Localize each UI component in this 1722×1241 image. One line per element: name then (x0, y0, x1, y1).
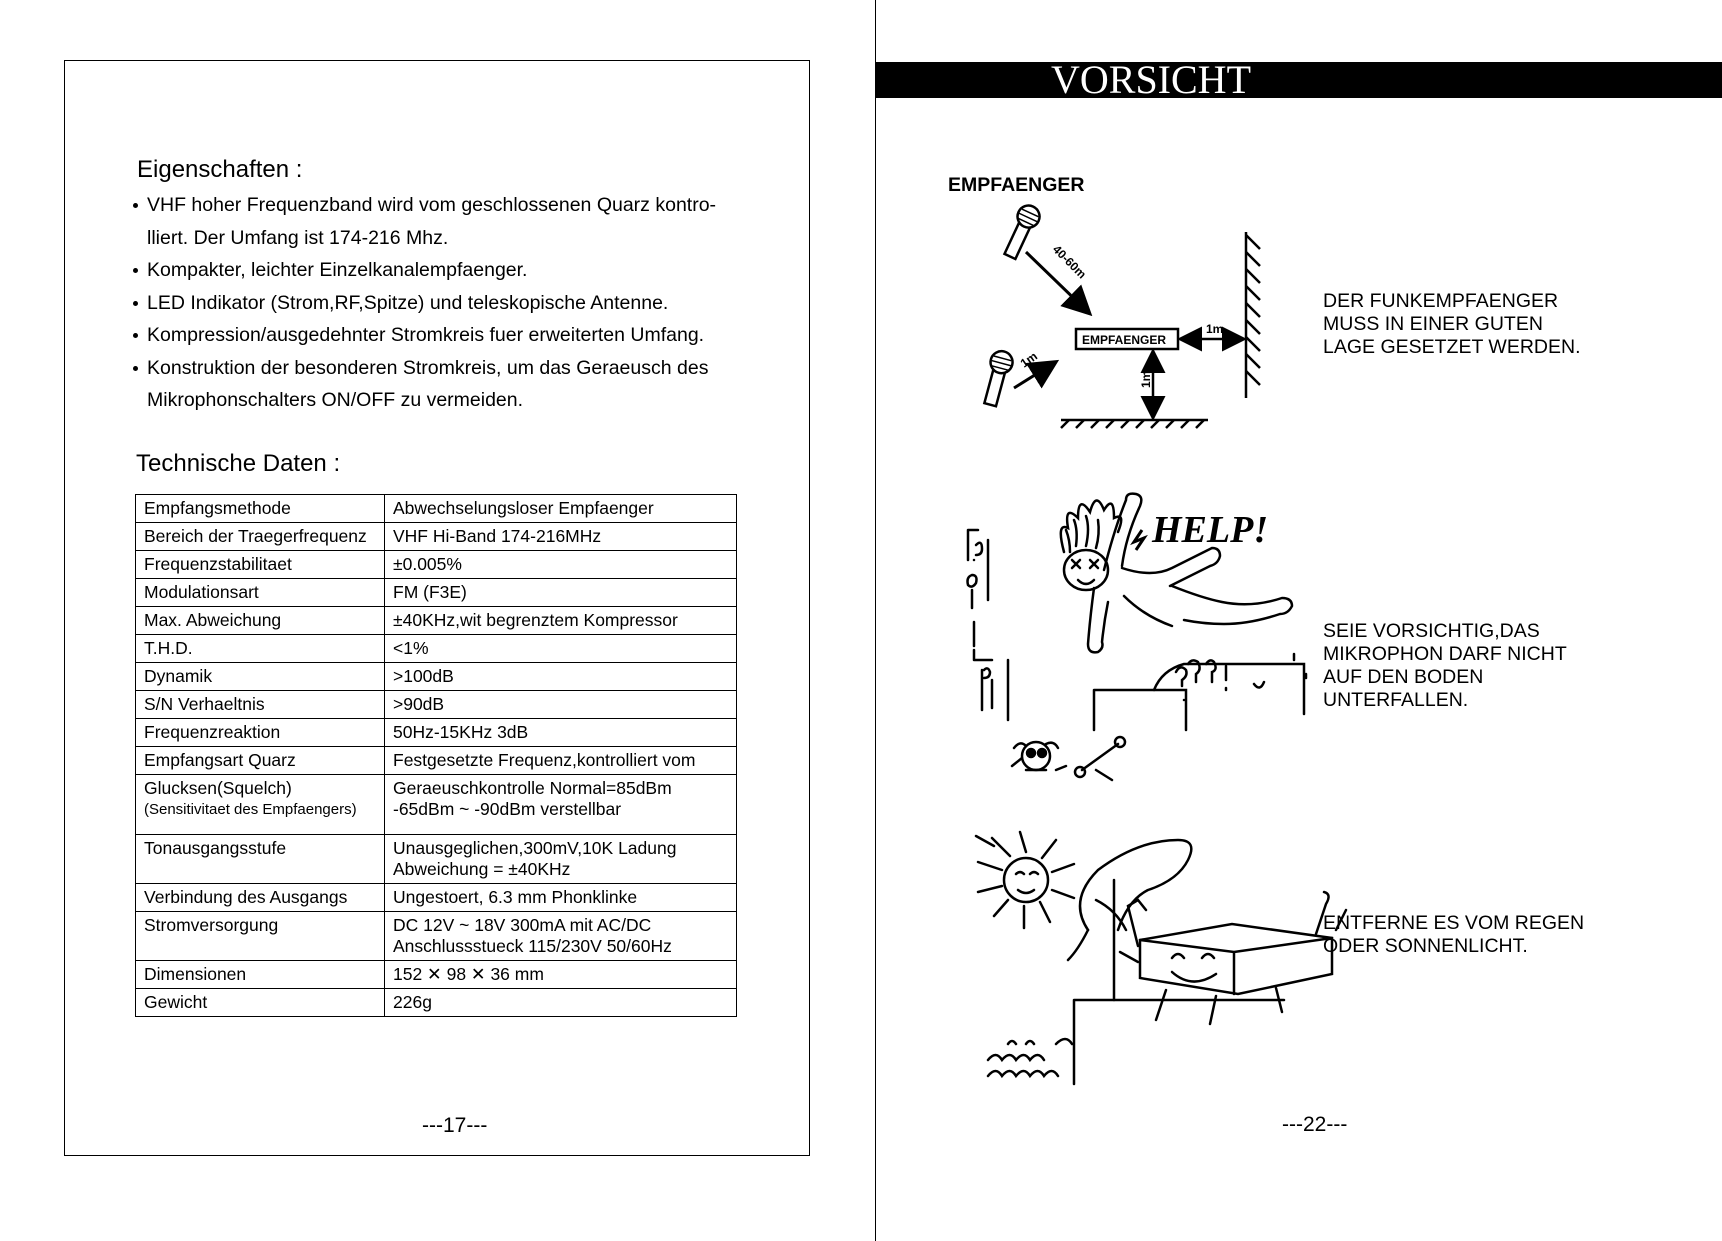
spec-label: Bereich der Traegerfrequenz (136, 523, 385, 551)
feature-item: Kompakter, leichter Einzelkanalempfaenger. (133, 254, 773, 287)
spec-label: Glucksen(Squelch) (Sensitivitaet des Empfaengers) (136, 775, 385, 835)
spec-row (136, 719, 737, 747)
spec-value: ±40KHz,wit begrenztem Kompressor (385, 607, 737, 635)
spec-row (136, 551, 737, 579)
feature-item: VHF hoher Frequenzband wird vom geschlossenen Quarz kontro- (133, 189, 773, 222)
spec-value: Festgesetzte Frequenz,kontrolliert vom (385, 747, 737, 775)
page-number: ---22--- (1282, 1113, 1348, 1136)
spec-row (136, 835, 737, 884)
spec-row (136, 579, 737, 607)
spec-label: Max. Abweichung (136, 607, 385, 635)
floor-distance-label: 1m (1139, 370, 1153, 388)
spec-label: Frequenzstabilitaet (136, 551, 385, 579)
mic-distance-label: 1m (1017, 349, 1040, 371)
specs-heading: Technische Daten : (136, 450, 341, 477)
page-number: ---17--- (422, 1114, 488, 1137)
spec-value: DC 12V ~ 18V 300mA mit AC/DC Anschlussstueck 115/230V 50/60Hz (385, 912, 737, 961)
spec-value: >100dB (385, 663, 737, 691)
features-heading: Eigenschaften : (137, 156, 303, 183)
spec-value: <1% (385, 635, 737, 663)
feature-item-continued: lliert. Der Umfang ist 174-216 Mhz. (147, 226, 449, 249)
spec-label: Empfangsmethode (136, 495, 385, 523)
spec-value: Ungestoert, 6.3 mm Phonklinke (385, 884, 737, 912)
spec-value: Abwechselungsloser Empfaenger (385, 495, 737, 523)
spec-label: Stromversorgung (136, 912, 385, 961)
spec-label: Gewicht (136, 989, 385, 1017)
spec-value: 152 ✕ 98 ✕ 36 mm (385, 961, 737, 989)
receiver-heading: EMPFAENGER (948, 174, 1085, 196)
spec-label: T.H.D. (136, 635, 385, 663)
spec-label: Tonausgangsstufe (136, 835, 385, 884)
banner-title: VORSICHT (1050, 57, 1252, 102)
feature-item: Kompression/ausgedehnter Stromkreis fuer erweiterten Umfang. (133, 319, 773, 352)
spec-label: Dimensionen (136, 961, 385, 989)
spec-row (136, 989, 737, 1017)
spec-row (136, 523, 737, 551)
spec-row (136, 884, 737, 912)
spec-label: Frequenzreaktion (136, 719, 385, 747)
spec-label: Verbindung des Ausgangs (136, 884, 385, 912)
spec-label: Empfangsart Quarz (136, 747, 385, 775)
feature-item-continued: Mikrophonschalters ON/OFF zu vermeiden. (147, 389, 524, 411)
spec-row (136, 775, 737, 835)
spec-row (136, 912, 737, 961)
right-page (876, 0, 1722, 1241)
caption-placement: DER FUNKEMPFAENGER MUSS IN EINER GUTEN LAGE GESETZET WERDEN. (1323, 290, 1581, 358)
spec-row (136, 961, 737, 989)
spec-label: Modulationsart (136, 579, 385, 607)
spec-row (136, 747, 737, 775)
spec-row (136, 495, 737, 523)
help-text: HELP! (1152, 509, 1269, 551)
distance-label: 40-60m (1049, 242, 1090, 282)
spec-value: 50Hz-15KHz 3dB (385, 719, 737, 747)
spec-value: ±0.005% (385, 551, 737, 579)
spec-row (136, 691, 737, 719)
spec-row (136, 635, 737, 663)
caption-dropping: SEIE VORSICHTIG,DAS MIKROPHON DARF NICHT AUF DEN BODEN UNTERFALLEN. (1323, 620, 1567, 711)
spec-value: Geraeuschkontrolle Normal=85dBm -65dBm ~ -90dBm verstellbar (385, 775, 737, 835)
spec-row (136, 663, 737, 691)
specs-table (135, 494, 737, 1017)
feature-item: Konstruktion der besonderen Stromkreis, um das Geraeusch des (133, 352, 773, 385)
spec-label: Dynamik (136, 663, 385, 691)
receiver-box-label: EMPFAENGER (1082, 333, 1167, 347)
spec-row (136, 607, 737, 635)
feature-item: LED Indikator (Strom,RF,Spitze) und teleskopische Antenne. (133, 287, 773, 320)
wall-distance-label: 1m (1206, 322, 1224, 336)
spec-value: 226g (385, 989, 737, 1017)
caption-weather: ENTFERNE ES VOM REGEN ODER SONNENLICHT. (1323, 912, 1585, 957)
spec-value: Unausgeglichen,300mV,10K Ladung Abweichung = ±40KHz (385, 835, 737, 884)
sun-rain-illustration (876, 0, 1722, 1241)
spec-value: VHF Hi-Band 174-216MHz (385, 523, 737, 551)
spec-value: FM (F3E) (385, 579, 737, 607)
features-list (133, 189, 773, 417)
spec-value: >90dB (385, 691, 737, 719)
spec-label: S/N Verhaeltnis (136, 691, 385, 719)
page-frame (64, 60, 810, 1156)
